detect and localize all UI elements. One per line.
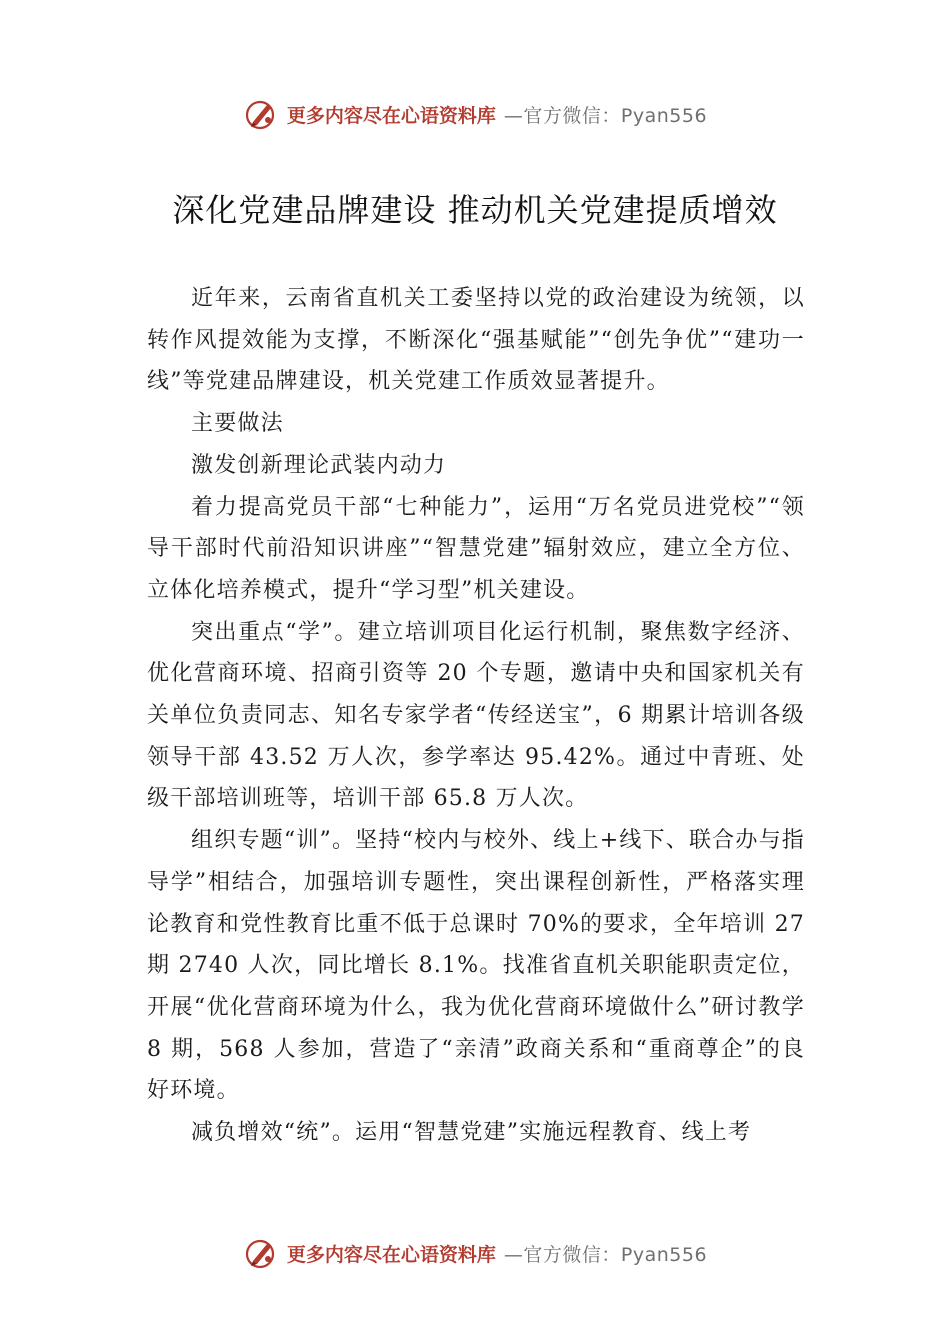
paragraph-body: 减负增效“统”。运用“智慧党建”实施远程教育、线上考 bbox=[191, 1120, 752, 1146]
pen-nib-circle-icon bbox=[243, 1235, 279, 1271]
header-wechat-text: —官方微信：Pyan556 bbox=[503, 104, 708, 127]
paragraph-heading-main-practices: 主要做法 bbox=[191, 411, 284, 437]
paragraph-intro: 近年来，云南省直机关工委坚持以党的政治建设为统领，以转作风提效能为支撑，不断深化“强基赋能”“创先争优”“建功一线”等党建品牌建设，机关党建工作质效显著提升。 bbox=[147, 286, 805, 395]
header-brand-banner bbox=[0, 94, 950, 134]
footer-brand-text: 更多内容尽在心语资料库 bbox=[286, 1243, 496, 1266]
paragraph-body: 突出重点“学”。建立培训项目化运行机制，聚焦数字经济、优化营商环境、招商引资等 20 个专题，邀请中央和国家机关有关单位负责同志、知名专家学者“传经送宝”，6 期累计培训各级领导干部 43.52 万人次，参学率达 95.42%。通过中青班、处级干部培训班等，培训干部 65.8 万人次。 bbox=[147, 619, 805, 812]
document-body bbox=[147, 278, 805, 1154]
document-title: 深化党建品牌建设 推动机关党建提质增效 bbox=[172, 191, 778, 229]
paragraph-body: 组织专题“训”。坚持“校内与校外、线上+线下、联合办与指导学”相结合，加强培训专题性，突出课程创新性，严格落实理论教育和党性教育比重不低于总课时 70%的要求，全年培训 27 期 2740 人次，同比增长 8.1%。找准省直机关职能职责定位，开展“优化营商环境为什么，我为优化营商环境做什么”研讨教学 8 期，568 人参加，营造了“亲清”政商关系和“重商尊企”的良好环境。 bbox=[147, 828, 805, 1104]
pen-nib-circle-icon bbox=[243, 96, 279, 132]
paragraph-body: 着力提高党员干部“七种能力”，运用“万名党员进党校”“领导干部时代前沿知识讲座”“智慧党建”辐射效应，建立全方位、立体化培养模式，提升“学习型”机关建设。 bbox=[147, 494, 805, 603]
paragraph-subheading: 激发创新理论武装内动力 bbox=[191, 452, 447, 478]
header-brand-text: 更多内容尽在心语资料库 bbox=[286, 104, 496, 127]
footer-brand-banner bbox=[0, 1233, 950, 1273]
footer-wechat-text: —官方微信：Pyan556 bbox=[503, 1243, 708, 1266]
